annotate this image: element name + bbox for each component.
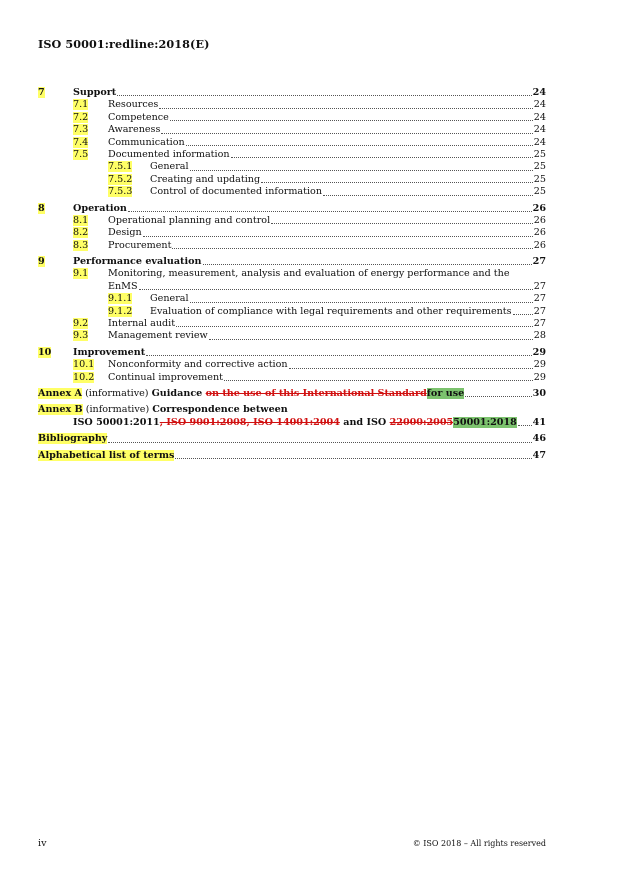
- leader-dots: [159, 108, 532, 109]
- section-title: Resources: [108, 99, 159, 111]
- toc-entry-10-1[interactable]: [38, 359, 546, 371]
- section-title: Procurement: [108, 239, 172, 251]
- toc-entry-7-3[interactable]: [38, 124, 546, 136]
- leader-dots: [176, 326, 533, 327]
- page-number: 24: [533, 136, 546, 148]
- toc-entry-9-1-2[interactable]: [38, 306, 546, 318]
- deleted-text: , ISO 9001:2008, ISO 14001:2004: [159, 416, 340, 428]
- section-number: 7.1: [73, 99, 89, 111]
- page-number: 27: [532, 256, 546, 268]
- leader-dots: [323, 195, 533, 196]
- page-number: 46: [532, 433, 546, 445]
- section-title: Control of documented information: [150, 186, 323, 198]
- page-number: 29: [532, 346, 546, 358]
- section-number: 7.5: [73, 148, 89, 160]
- toc-entry-7-4[interactable]: [38, 137, 546, 149]
- page-number: 24: [533, 99, 546, 111]
- annex-title: Correspondence between: [152, 404, 288, 416]
- leader-dots: [261, 182, 533, 183]
- toc-entry-8-2[interactable]: [38, 227, 546, 239]
- section-number: 9.1: [73, 268, 89, 280]
- annex-informative: (informative): [82, 404, 153, 416]
- page-header: ISO 50001:redline:2018(E): [38, 37, 210, 51]
- page-number: 24: [532, 87, 546, 98]
- leader-dots: [513, 314, 533, 315]
- page-number: 30: [532, 387, 546, 399]
- annex-label: Annex A: [38, 387, 83, 399]
- toc-entry-7-5-1[interactable]: [38, 161, 546, 173]
- toc-entry-annex-b[interactable]: [38, 404, 546, 416]
- leader-dots: [146, 355, 532, 356]
- section-title: Internal audit: [108, 318, 176, 330]
- toc-entry-8-3[interactable]: [38, 240, 546, 252]
- section-number: 9.2: [73, 318, 89, 330]
- section-number: 10.1: [73, 359, 95, 371]
- copyright-notice: © ISO 2018 – All rights reserved: [412, 839, 546, 848]
- section-title: Support: [73, 87, 117, 98]
- page-number: 28: [533, 330, 546, 342]
- toc-entry-terms[interactable]: [38, 450, 546, 462]
- section-number: 8.3: [73, 239, 89, 251]
- page-number: 29: [533, 359, 546, 371]
- section-title: General: [150, 161, 189, 173]
- page-number: 26: [532, 202, 546, 214]
- section-title: Operational planning and control: [108, 214, 271, 226]
- section-number: 9: [38, 256, 45, 268]
- section-number: 7.4: [73, 136, 89, 148]
- section-title: Monitoring, measurement, analysis and evaluation of energy performance and the: [108, 268, 510, 280]
- deleted-text: 22000:2005: [389, 416, 454, 428]
- toc-entry-9[interactable]: [38, 256, 546, 268]
- page-number: 27: [533, 305, 546, 317]
- page-number: 27: [533, 280, 546, 292]
- toc-entry-9-2[interactable]: [38, 318, 546, 330]
- page-number: 27: [533, 293, 546, 305]
- toc-entry-10[interactable]: [38, 347, 546, 359]
- toc-entry-annex-a[interactable]: [38, 388, 546, 400]
- section-title: Improvement: [73, 346, 146, 358]
- page-number: 25: [533, 148, 546, 160]
- annex-title: Guidance: [151, 387, 206, 399]
- leader-dots: [128, 211, 532, 212]
- leader-dots: [289, 368, 533, 369]
- page-number: 41: [532, 416, 546, 428]
- leader-dots: [108, 442, 531, 443]
- section-number: 7.5.3: [108, 186, 133, 198]
- leader-dots: [170, 120, 533, 121]
- leader-dots: [139, 289, 533, 290]
- leader-dots: [209, 339, 533, 340]
- page-number: 24: [533, 124, 546, 136]
- section-number: 7.2: [73, 111, 89, 123]
- section-title: Evaluation of compliance with legal requirements and other requirements: [150, 305, 512, 317]
- section-title: Bibliography: [38, 433, 108, 445]
- page-number: 26: [533, 227, 546, 239]
- annex-title-part: ISO 50001:2011: [73, 416, 160, 428]
- leader-dots: [175, 458, 531, 459]
- section-number: 8: [38, 202, 45, 214]
- toc-entry-9-1-1[interactable]: [38, 293, 546, 305]
- leader-dots: [117, 95, 531, 96]
- leader-dots: [186, 145, 533, 146]
- inserted-text: 50001:2018: [453, 416, 517, 428]
- leader-dots: [190, 302, 533, 303]
- section-number: 10: [38, 346, 52, 358]
- leader-dots: [161, 133, 532, 134]
- page-number: 29: [533, 371, 546, 383]
- page-footer-number: iv: [38, 838, 47, 849]
- toc-entry-9-1[interactable]: [38, 268, 546, 280]
- toc-entry-9-3[interactable]: [38, 330, 546, 342]
- leader-dots: [465, 396, 531, 397]
- section-number: 7.3: [73, 124, 89, 136]
- toc-entry-9-1-continued[interactable]: [38, 281, 546, 293]
- section-title: Operation: [73, 202, 127, 214]
- section-number: 9.1.1: [108, 293, 133, 305]
- leader-dots: [231, 157, 533, 158]
- page-number: 26: [533, 214, 546, 226]
- section-title: Documented information: [108, 148, 230, 160]
- section-title: Performance evaluation: [73, 256, 202, 268]
- section-title: Nonconformity and corrective action: [108, 359, 288, 371]
- page-number: 25: [533, 173, 546, 185]
- page-number: 47: [532, 449, 546, 461]
- inserted-text: for use: [426, 387, 465, 399]
- toc-entry-7-1[interactable]: [38, 99, 546, 111]
- section-title: Competence: [108, 111, 169, 123]
- section-number: 9.1.2: [108, 305, 133, 317]
- section-title: Awareness: [108, 124, 161, 136]
- section-number: 7.5.1: [108, 161, 133, 173]
- section-number: 8.1: [73, 214, 89, 226]
- page-number: 25: [533, 186, 546, 198]
- toc-entry-7-5-3[interactable]: [38, 186, 546, 198]
- toc-entry-7[interactable]: [38, 87, 546, 99]
- toc-entry-7-2[interactable]: [38, 112, 546, 124]
- annex-informative: (informative): [82, 387, 152, 399]
- section-title: Design: [108, 227, 142, 239]
- toc-entry-7-5[interactable]: [38, 149, 546, 161]
- toc-entry-annex-b-continued[interactable]: [38, 417, 546, 429]
- leader-dots: [190, 170, 533, 171]
- section-title: Creating and updating: [150, 173, 261, 185]
- toc-entry-bibliography[interactable]: [38, 433, 546, 445]
- leader-dots: [271, 223, 533, 224]
- leader-dots: [518, 425, 532, 426]
- leader-dots: [143, 236, 533, 237]
- section-number: 10.2: [73, 371, 95, 383]
- toc-entry-10-2[interactable]: [38, 372, 546, 384]
- toc-entry-7-5-2[interactable]: [38, 174, 546, 186]
- section-title: General: [150, 293, 189, 305]
- section-title: Alphabetical list of terms: [38, 449, 175, 461]
- deleted-text: on the use of this International Standard: [205, 387, 427, 399]
- leader-dots: [203, 264, 532, 265]
- leader-dots: [224, 380, 533, 381]
- section-number: 8.2: [73, 227, 89, 239]
- section-number: 7: [38, 87, 45, 98]
- page-number: 27: [533, 318, 546, 330]
- section-title-continued: EnMS: [108, 280, 138, 292]
- page-number: 25: [533, 161, 546, 173]
- page-number: 24: [533, 111, 546, 123]
- section-title: Continual improvement: [108, 371, 223, 383]
- section-number: 7.5.2: [108, 173, 133, 185]
- page-number: 26: [533, 239, 546, 251]
- table-of-contents: [38, 87, 546, 462]
- toc-entry-8-1[interactable]: [38, 215, 546, 227]
- section-title: Communication: [108, 136, 185, 148]
- annex-title-part: and ISO: [339, 416, 390, 428]
- section-title: Management review: [108, 330, 208, 342]
- leader-dots: [172, 248, 532, 249]
- section-number: 9.3: [73, 330, 89, 342]
- toc-entry-8[interactable]: [38, 203, 546, 215]
- annex-label: Annex B: [38, 404, 83, 416]
